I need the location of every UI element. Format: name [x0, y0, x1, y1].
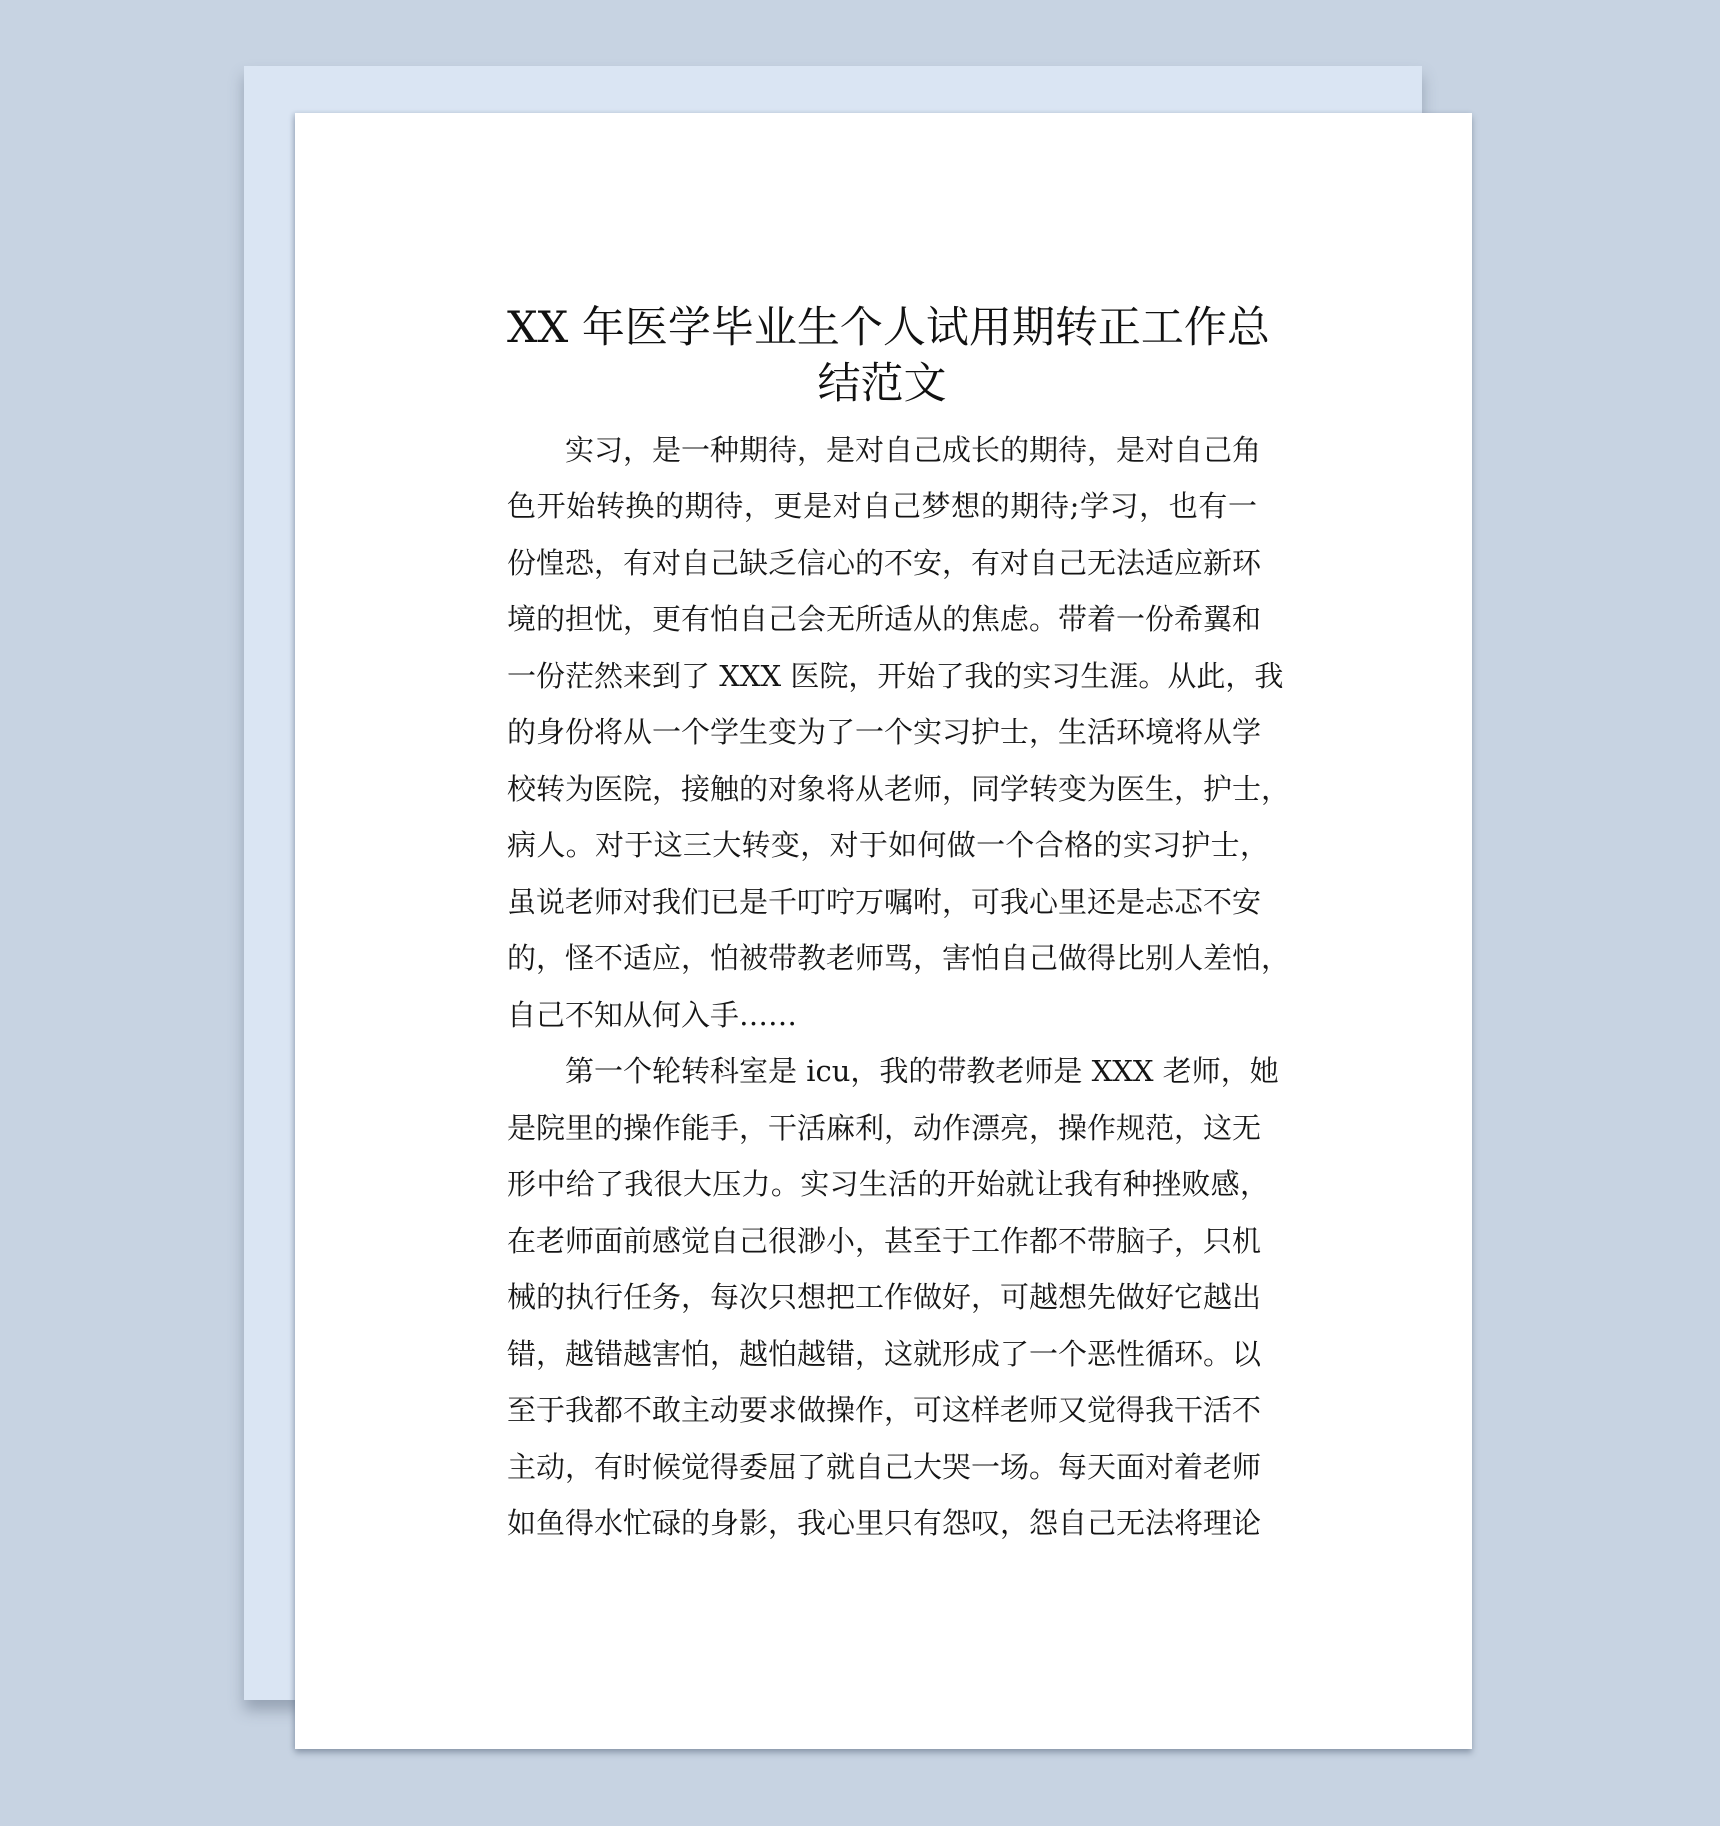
body-line: 自己不知从何入手…… — [507, 998, 798, 1032]
body-line: 主动，有时候觉得委屈了就自己大哭一场。每天面对着老师 — [507, 1450, 1262, 1484]
body-line: 如鱼得水忙碌的身影，我心里只有怨叹，怨自己无法将理论 — [507, 1506, 1262, 1540]
document-title-line-1: XX 年医学毕业生个人试用期转正工作总 — [507, 303, 1270, 353]
body-line: 在老师面前感觉自己很渺小，甚至于工作都不带脑子，只机 — [507, 1224, 1262, 1258]
body-line: 械的执行任务，每次只想把工作做好，可越想先做好它越出 — [507, 1280, 1262, 1314]
body-line: 形中给了我很大压力。实习生活的开始就让我有种挫败感， — [507, 1167, 1269, 1201]
body-line: 至于我都不敢主动要求做操作，可这样老师又觉得我干活不 — [507, 1393, 1262, 1427]
body-line: 是院里的操作能手，干活麻利，动作漂亮，操作规范，这无 — [507, 1111, 1262, 1145]
document-page — [295, 113, 1472, 1749]
body-line: 第一个轮转科室是 icu，我的带教老师是 XXX 老师，她 — [565, 1054, 1279, 1088]
body-line: 校转为医院，接触的对象将从老师，同学转变为医生，护士， — [507, 772, 1291, 806]
body-line: 境的担忧，更有怕自己会无所适从的焦虑。带着一份希翼和 — [507, 602, 1262, 636]
body-line: 错，越错越害怕，越怕越错，这就形成了一个恶性循环。以 — [507, 1337, 1262, 1371]
body-line: 一份茫然来到了 XXX 医院，开始了我的实习生涯。从此，我 — [507, 659, 1284, 693]
body-line: 实习，是一种期待，是对自己成长的期待，是对自己角 — [565, 433, 1262, 467]
body-line: 份惶恐，有对自己缺乏信心的不安，有对自己无法适应新环 — [507, 546, 1262, 580]
body-line: 的，怪不适应，怕被带教老师骂，害怕自己做得比别人差怕， — [507, 941, 1291, 975]
body-line: 病人。对于这三大转变，对于如何做一个合格的实习护士， — [507, 828, 1269, 862]
body-line: 色开始转换的期待，更是对自己梦想的期待;学习，也有一 — [507, 489, 1257, 523]
body-line: 虽说老师对我们已是千叮咛万嘱咐，可我心里还是忐忑不安 — [507, 885, 1262, 919]
body-line: 的身份将从一个学生变为了一个实习护士，生活环境将从学 — [507, 715, 1262, 749]
document-title-line-2: 结范文 — [817, 359, 947, 409]
